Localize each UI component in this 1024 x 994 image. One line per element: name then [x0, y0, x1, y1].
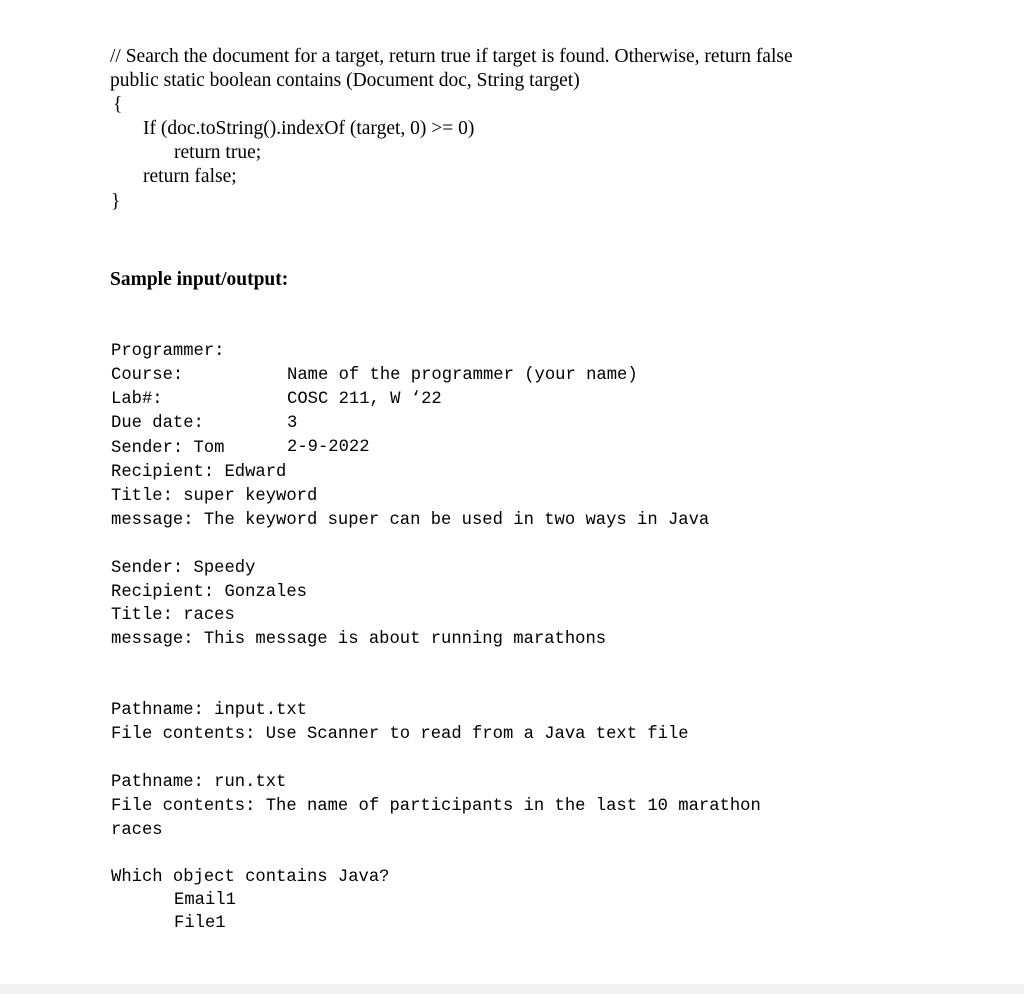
section-title: Sample input/output:: [110, 269, 289, 290]
email-title: Title: races: [111, 606, 235, 625]
header-value: Name of the programmer (your name): [287, 366, 638, 385]
file-contents: File contents: The name of participants in the last 10 marathon: [111, 797, 761, 816]
header-value: COSC 211, W ‘22: [287, 390, 442, 409]
file-contents: File contents: Use Scanner to read from a Java text file: [111, 725, 689, 744]
header-label: Course:: [111, 366, 184, 385]
code-close-brace: }: [111, 191, 121, 212]
email-title: Title: super keyword: [111, 487, 318, 506]
query-answer: Email1: [174, 891, 236, 910]
header-label: Programmer:: [111, 342, 225, 361]
header-label: Lab#:: [111, 390, 163, 409]
code-open-brace: {: [113, 94, 123, 115]
email-message: message: This message is about running marathons: [111, 630, 607, 649]
file-pathname: Pathname: run.txt: [111, 773, 287, 792]
file-pathname: Pathname: input.txt: [111, 701, 307, 720]
email-message: message: The keyword super can be used in two ways in Java: [111, 511, 710, 530]
code-return-true: return true;: [174, 142, 262, 163]
header-label: Due date:: [111, 414, 204, 433]
email-recipient: Recipient: Edward: [111, 463, 287, 482]
file-contents-continued: races: [111, 821, 163, 840]
query-answer: File1: [174, 914, 226, 933]
code-signature: public static boolean contains (Document doc, String target): [110, 70, 580, 91]
header-value: 2-9-2022: [287, 438, 370, 457]
email-sender: Sender: Tom: [111, 439, 225, 458]
page-bottom-edge: [0, 984, 1024, 994]
code-return-false: return false;: [143, 166, 237, 187]
code-comment: // Search the document for a target, return true if target is found. Otherwise, return false: [110, 46, 793, 67]
code-if-line: If (doc.toString().indexOf (target, 0) >= 0): [143, 118, 475, 139]
email-sender: Sender: Speedy: [111, 559, 256, 578]
query-question: Which object contains Java?: [111, 868, 390, 887]
header-value: 3: [287, 414, 298, 433]
email-recipient: Recipient: Gonzales: [111, 583, 307, 602]
